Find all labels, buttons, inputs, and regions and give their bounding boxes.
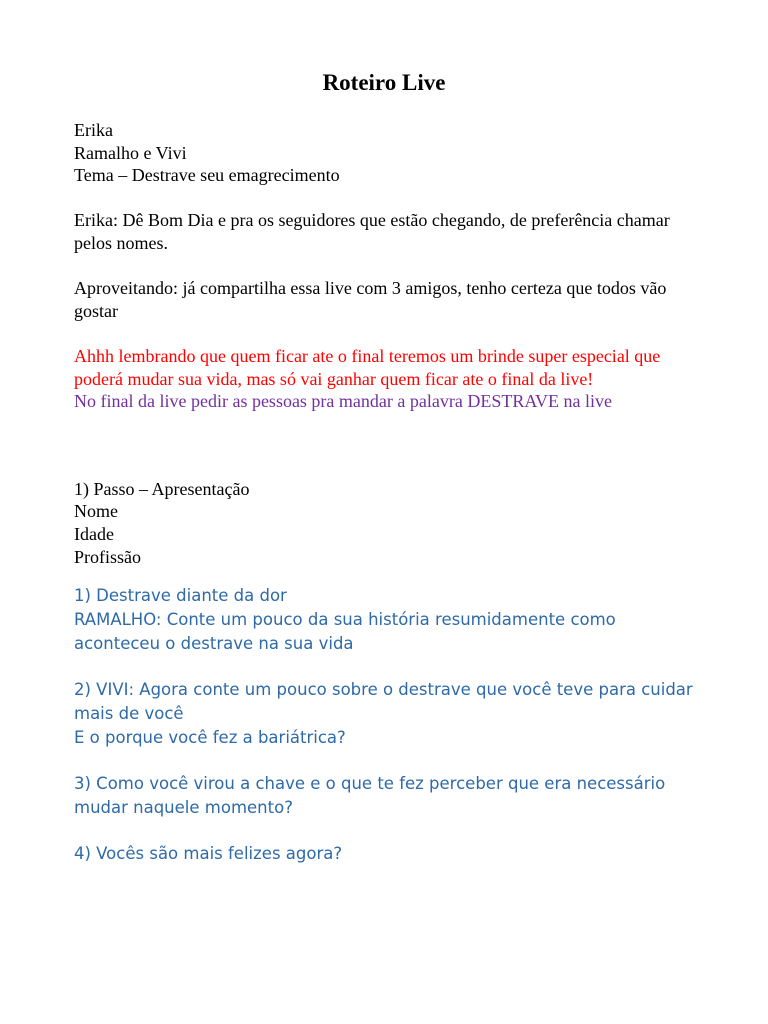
question-4-block bbox=[74, 842, 704, 866]
question-4: 4) Vocês são mais felizes agora? bbox=[74, 844, 343, 864]
paragraph-share: Aproveitando: já compartilha essa live com 3 amigos, tenho certeza que todos vão gostar bbox=[74, 278, 667, 321]
question-3-block bbox=[74, 772, 704, 820]
document-body bbox=[74, 119, 704, 866]
question-3: 3) Como você virou a chave e o que te fez perceber que era necessário mudar naquele momento? bbox=[74, 774, 666, 818]
document-title: Roteiro Live bbox=[322, 70, 446, 95]
question-1-title: 1) Destrave diante da dor bbox=[74, 586, 287, 606]
question-2-block bbox=[74, 678, 704, 750]
paragraph-final-instruction: No final da live pedir as pessoas pra mandar a palavra DESTRAVE na live bbox=[74, 391, 613, 412]
step1-item-profession: Profissão bbox=[74, 546, 141, 567]
header-line-guests: Ramalho e Vivi bbox=[74, 142, 187, 163]
header-line-name: Erika bbox=[74, 120, 113, 140]
paragraph-gift: Ahhh lembrando que quem ficar ate o final teremos um brinde super especial que poderá mudar sua vida, mas só vai ganhar quem ficar ate o final da live! bbox=[74, 345, 661, 389]
question-1-body: RAMALHO: Conte um pouco da sua história resumidamente como aconteceu o destrave na sua vida bbox=[74, 610, 616, 654]
step1-heading: 1) Passo – Apresentação bbox=[74, 478, 250, 499]
question-2-body: 2) VIVI: Agora conte um pouco sobre o destrave que você teve para cuidar mais de você bbox=[74, 680, 693, 724]
question-2-followup: E o porque você fez a bariátrica? bbox=[74, 728, 346, 748]
header-line-theme: Tema – Destrave seu emagrecimento bbox=[74, 165, 340, 186]
step1-item-name: Nome bbox=[74, 501, 118, 522]
question-1-block bbox=[74, 584, 704, 656]
step1-item-age: Idade bbox=[74, 523, 114, 544]
paragraph-greeting: Erika: Dê Bom Dia e pra os seguidores que estão chegando, de preferência chamar pelos nomes. bbox=[74, 210, 670, 253]
